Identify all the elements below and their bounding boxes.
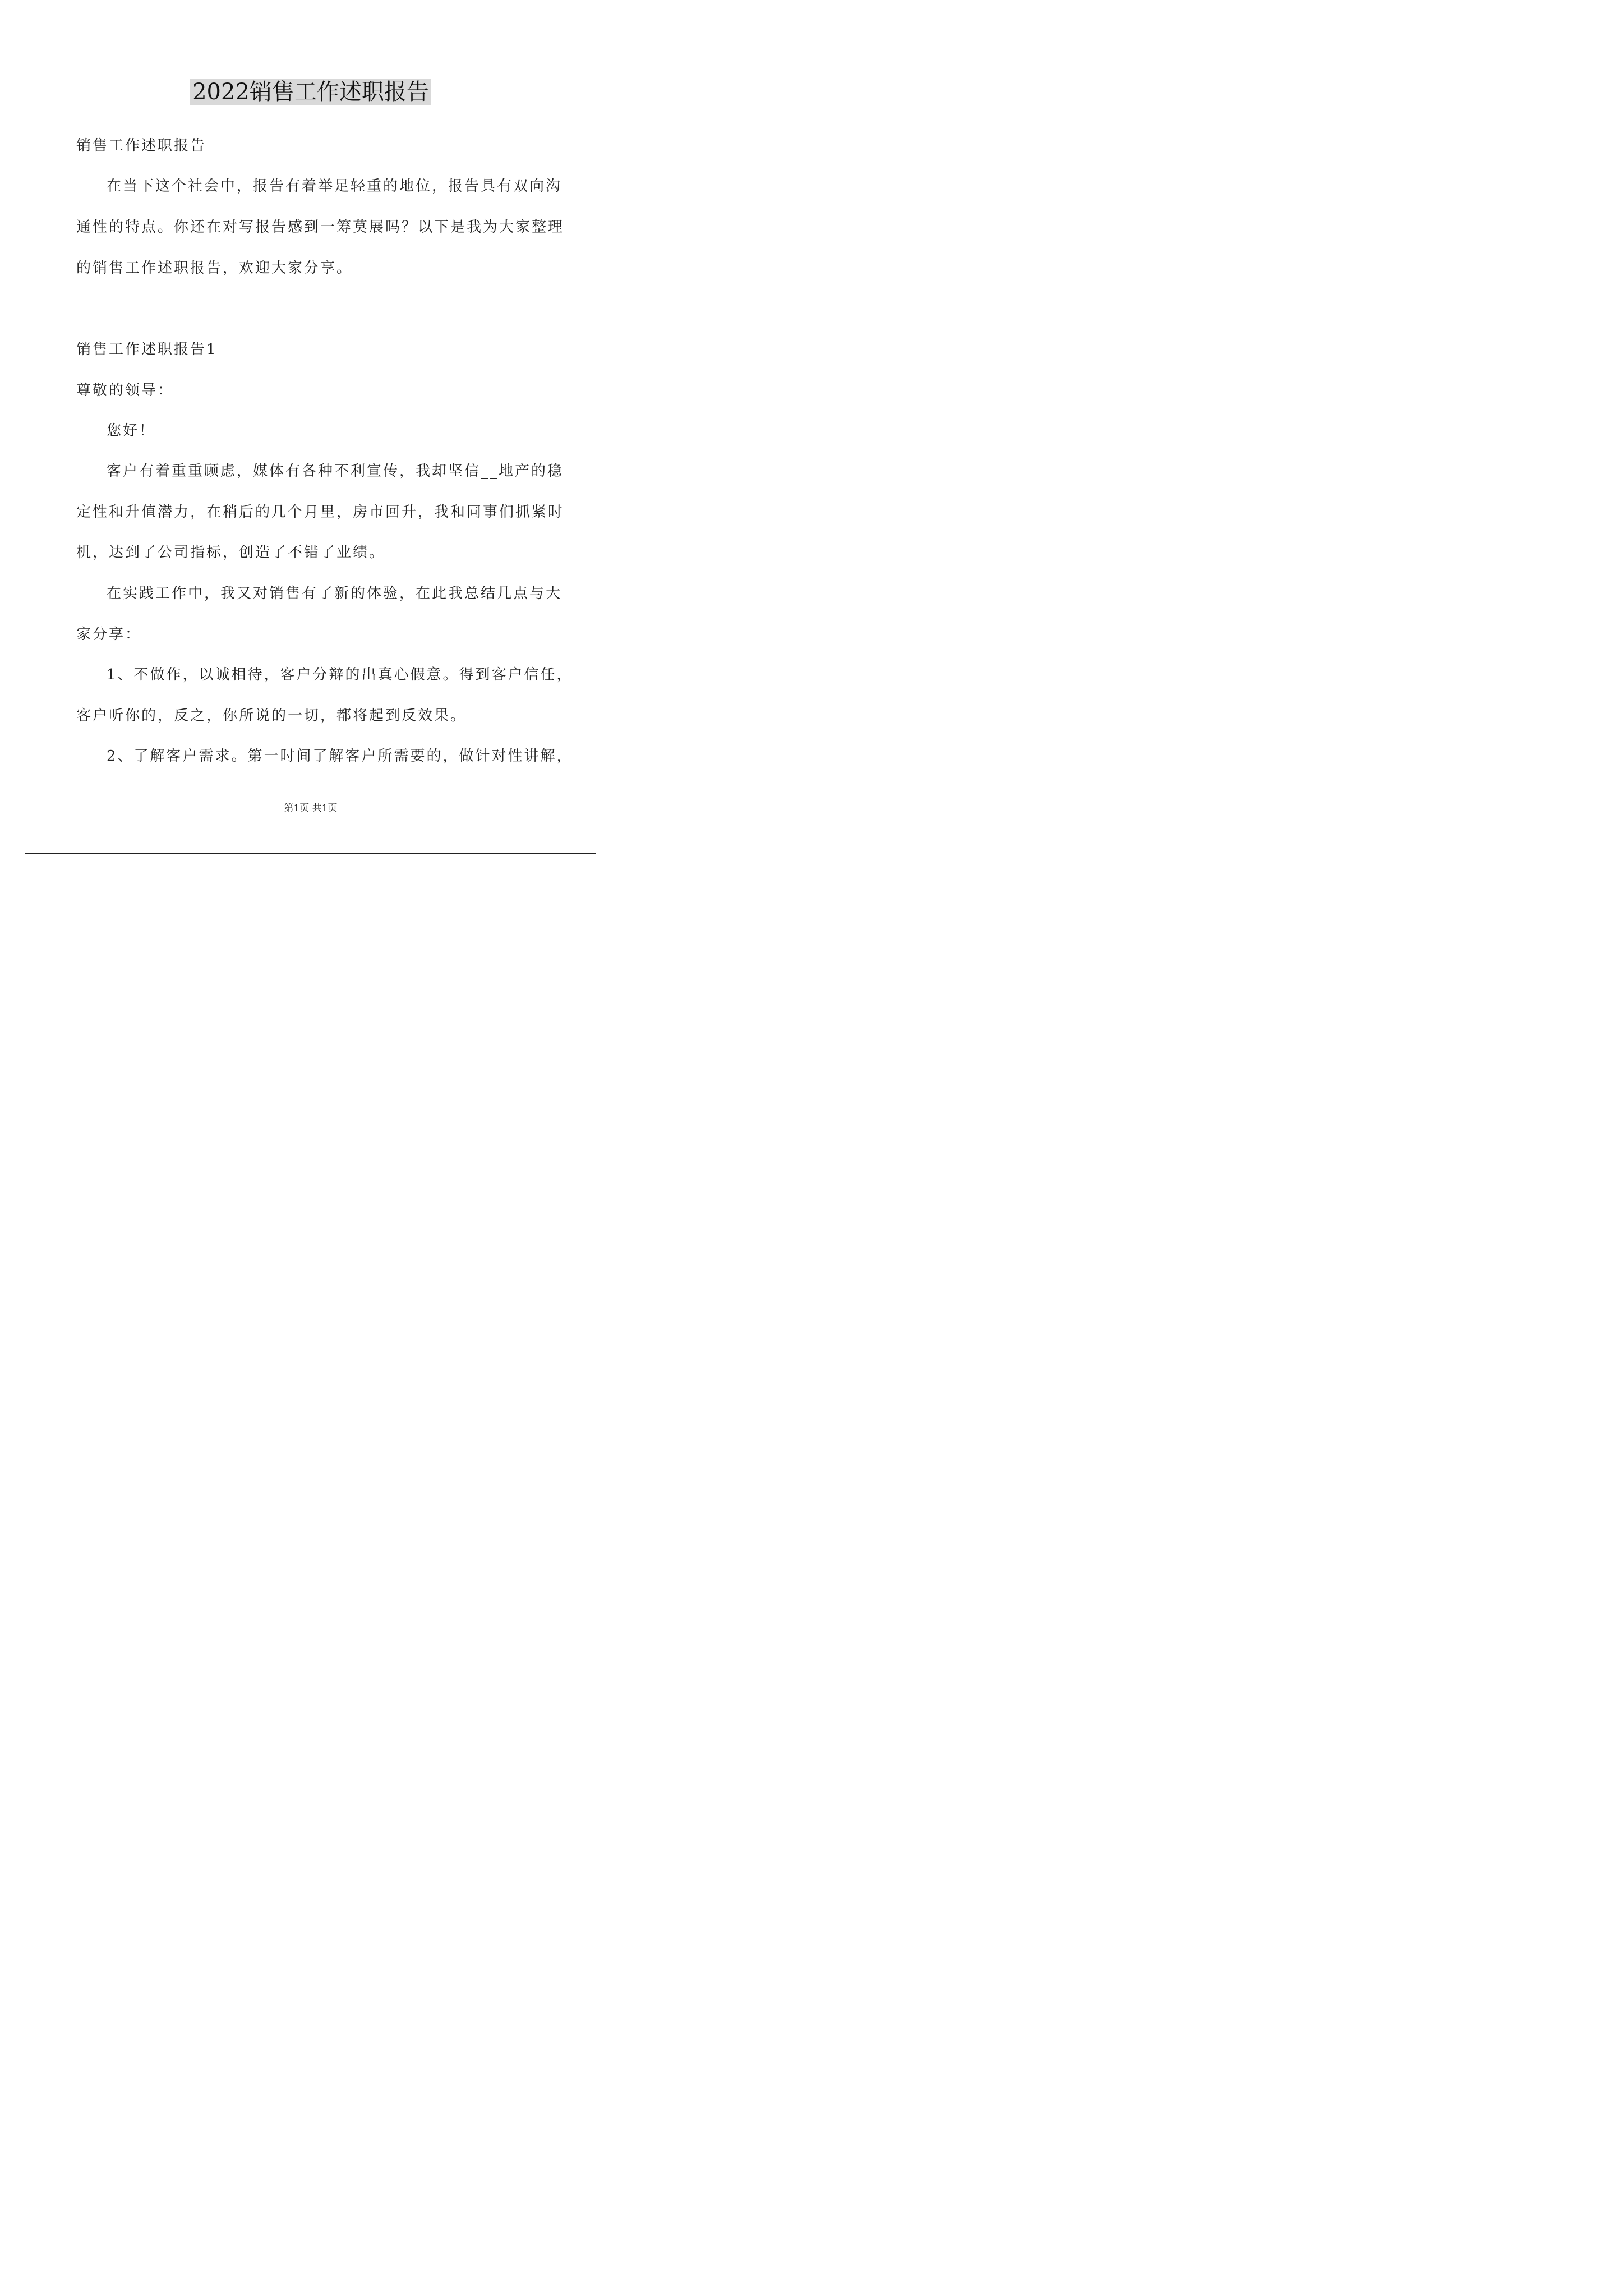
paragraph1-line-2: 定性和升值潜力，在稍后的几个月里，房市回升，我和同事们抓紧时 [76,504,565,521]
item1-line-1: 1、不做作，以诚相待，客户分辩的出真心假意。得到客户信任， [107,666,573,683]
intro-line-1: 在当下这个社会中，报告有着举足轻重的地位，报告具有双向沟 [107,178,562,195]
salutation: 尊敬的领导： [76,382,174,399]
page-footer: 第1页 共1页 [284,803,338,814]
paragraph2-line-2: 家分享： [76,626,142,643]
intro-line-2: 通性的特点。你还在对写报告感到一筹莫展吗？以下是我为大家整理 [76,219,565,236]
intro-line-3: 的销售工作述职报告，欢迎大家分享。 [76,260,353,277]
subtitle: 销售工作述职报告 [76,137,207,154]
item1-line-2: 客户听你的，反之，你所说的一切，都将起到反效果。 [76,707,467,724]
paragraph2-line-1: 在实践工作中，我又对销售有了新的体验，在此我总结几点与大 [107,585,562,602]
paragraph1-line-3: 机，达到了公司指标，创造了不错了业绩。 [76,544,386,561]
paragraph1-line-1: 客户有着重重顾虑，媒体有各种不利宣传，我却坚信__地产的稳 [107,463,564,480]
greeting: 您好！ [107,422,156,439]
section-heading: 销售工作述职报告1 [76,341,218,358]
document-title: 2022销售工作述职报告 [0,77,621,107]
item2-line-1: 2、了解客户需求。第一时间了解客户所需要的，做针对性讲解， [107,748,573,765]
